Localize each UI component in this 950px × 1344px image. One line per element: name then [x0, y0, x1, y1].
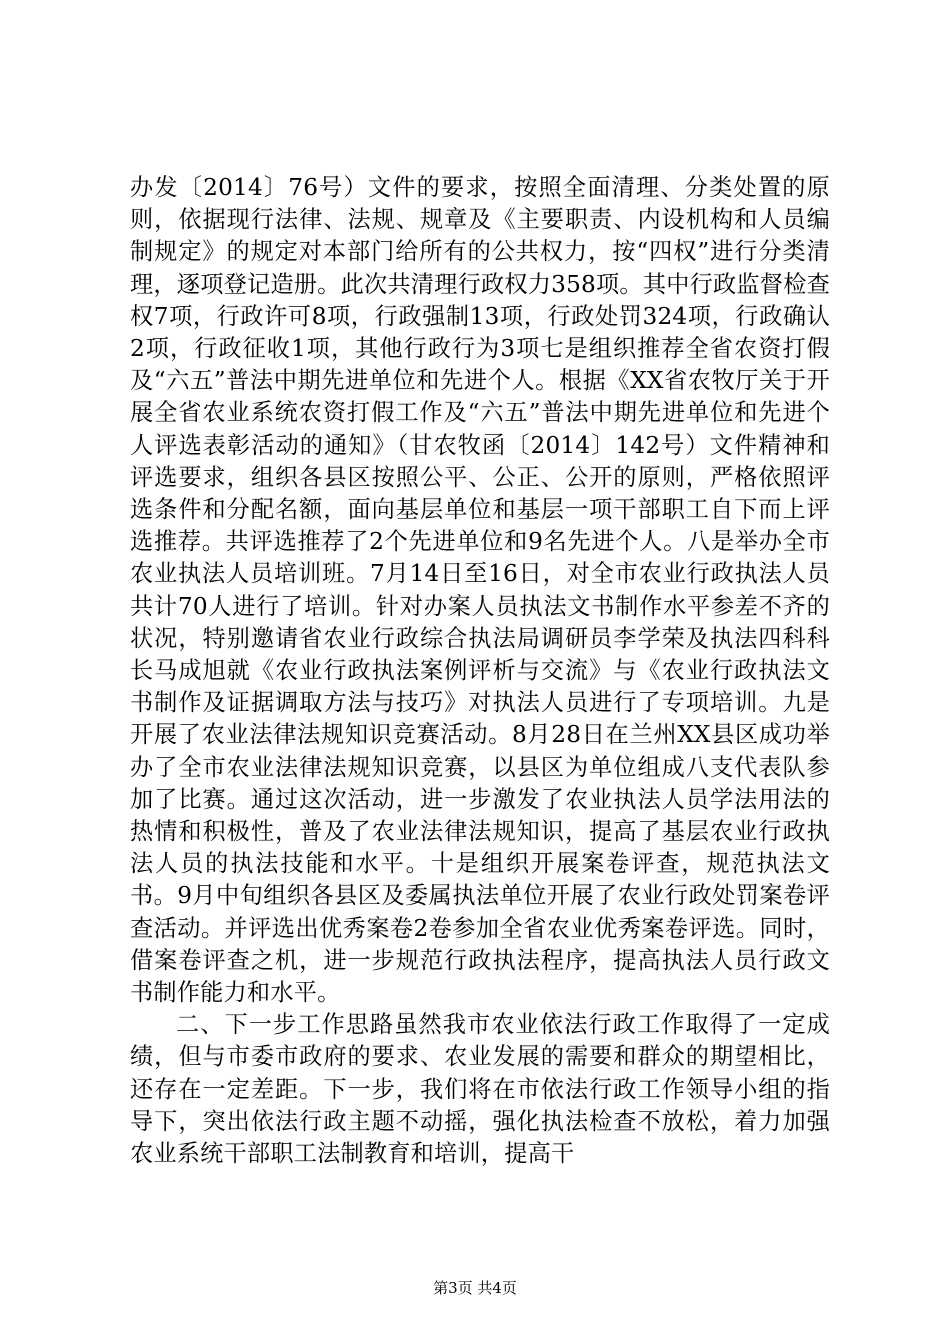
- paragraph-next-steps: 二、下一步工作思路虽然我市农业依法行政工作取得了一定成绩，但与市委市政府的要求、农业发展的需要和群众的期望相比，还存在一定差距。下一步，我们将在市依法行政工作领导小组的指导下，突出依法行政主题不动摇，强化执法检查不放松，着力加强农业系统干部职工法制教育和培训，提高干: [130, 1011, 830, 1168]
- document-body: [130, 172, 830, 1170]
- paragraph-continued: 办发〔2014〕76号）文件的要求，按照全面清理、分类处置的原则，依据现行法律、法规、规章及《主要职责、内设机构和人员编制规定》的规定对本部门给所有的公共权力，按“四权”进行分类清理，逐项登记造册。此次共清理行政权力358项。其中行政监督检查权7项，行政许可8项，行政强制13项，行政处罚324项，行政确认2项，行政征收1项，其他行政行为3项七是组织推荐全省农资打假及“六五”普法中期先进单位和先进个人。根据《XX省农牧厅关于开展全省农业系统农资打假工作及“六五”普法中期先进单位和先进个人评选表彰活动的通知》（甘农牧函〔2014〕142号）文件精神和评选要求，组织各县区按照公平、公正、公开的原则，严格依照评选条件和分配名额，面向基层单位和基层一项干部职工自下而上评选推荐。共评选推荐了2个先进单位和9名先进个人。八是举办全市农业执法人员培训班。7月14日至16日，对全市农业行政执法人员共计70人进行了培训。针对办案人员执法文书制作水平参差不齐的状况，特别邀请省农业行政综合执法局调研员李学荣及执法四科科长马成旭就《农业行政执法案例评析与交流》与《农业行政执法文书制作及证据调取方法与技巧》对执法人员进行了专项培训。九是开展了农业法律法规知识竞赛活动。8月28日在兰州XX县区成功举办了全市农业法律法规知识竞赛，以县区为单位组成八支代表队参加了比赛。通过这次活动，进一步激发了农业执法人员学法用法的热情和积极性，普及了农业法律法规知识，提高了基层农业行政执法人员的执法技能和水平。十是组织开展案卷评查，规范执法文书。9月中旬组织各县区及委属执法单位开展了农业行政处罚案卷评查活动。并评选出优秀案卷2卷参加全省农业优秀案卷评选。同时，借案卷评查之机，进一步规范行政执法程序，提高执法人员行政文书制作能力和水平。: [130, 174, 830, 1007]
- page-footer: 第3页 共4页: [433, 1279, 517, 1297]
